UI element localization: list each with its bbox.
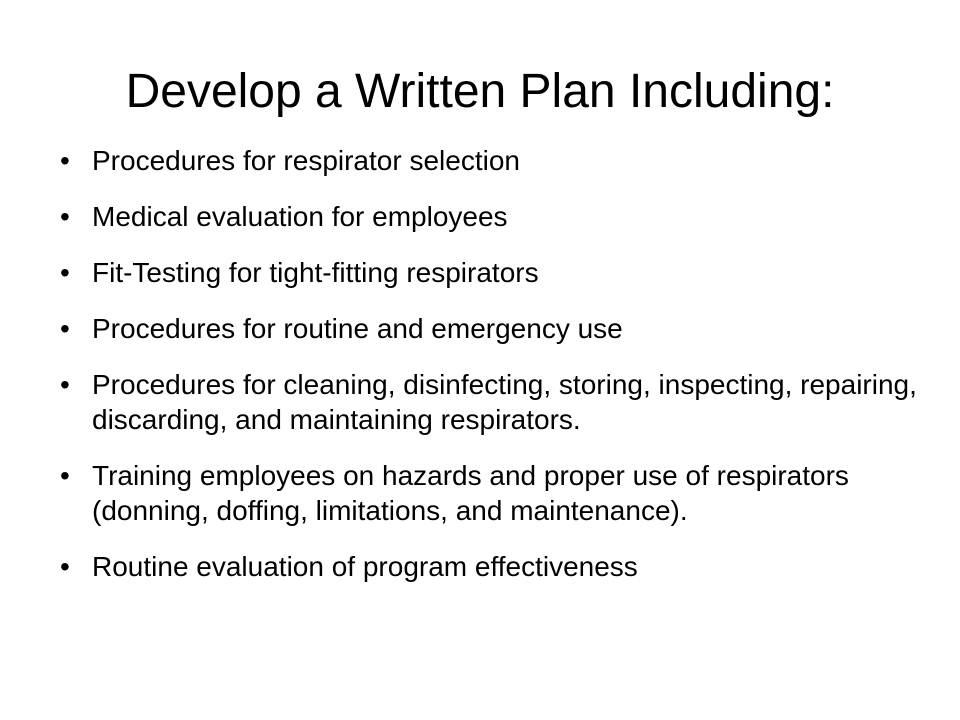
bullet-dot-icon: • (60, 145, 70, 176)
bullet-text: Procedures for cleaning, disinfecting, storing, inspecting, repairing, discarding, and maintaining respirators. (92, 369, 917, 435)
bullet-dot-icon: • (60, 369, 70, 400)
bullet-text: Routine evaluation of program effectiveness (92, 551, 638, 582)
bullet-text: Procedures for routine and emergency use (92, 313, 623, 344)
bullet-item (60, 549, 920, 584)
bullet-item (60, 143, 920, 178)
bullet-item (60, 458, 920, 528)
bullet-dot-icon: • (60, 201, 70, 232)
bullet-item (60, 311, 920, 346)
bullet-text: Fit-Testing for tight-fitting respirators (92, 257, 539, 288)
bullet-list (60, 143, 920, 605)
bullet-item (60, 199, 920, 234)
bullet-text: Medical evaluation for employees (92, 201, 508, 232)
slide-title: Develop a Written Plan Including: (125, 65, 835, 118)
bullet-dot-icon: • (60, 551, 70, 582)
bullet-item (60, 255, 920, 290)
bullet-item (60, 367, 920, 437)
bullet-dot-icon: • (60, 257, 70, 288)
bullet-text: Procedures for respirator selection (92, 145, 520, 176)
bullet-dot-icon: • (60, 460, 70, 491)
bullet-text: Training employees on hazards and proper use of respirators (donning, doffing, limitations, and maintenance). (92, 460, 849, 526)
bullet-dot-icon: • (60, 313, 70, 344)
